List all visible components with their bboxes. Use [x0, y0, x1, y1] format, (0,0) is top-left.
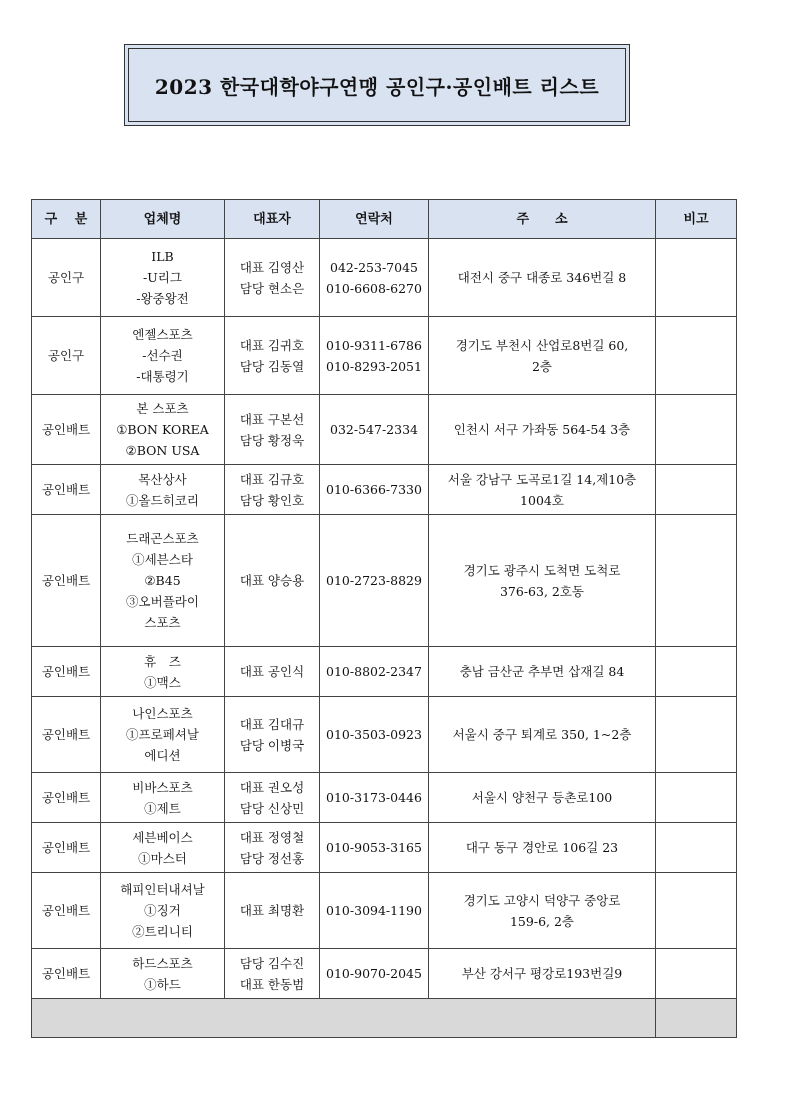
page-title: 2023 한국대학야구연맹 공인구·공인배트 리스트: [154, 74, 600, 99]
address-cell-line: 1004호: [520, 492, 564, 508]
representative-cell-line: 대표 최명환: [239, 903, 305, 918]
representative-cell-line: 대표 정영철: [239, 829, 305, 845]
note-cell: [656, 823, 737, 873]
representative-cell-line: 담당 황인호: [239, 492, 305, 508]
company-cell: [101, 515, 225, 647]
table-row: [32, 647, 737, 697]
address-cell-line: 376-63, 2호동: [499, 583, 585, 599]
note-cell: [656, 515, 737, 647]
address-cell: [429, 697, 656, 773]
address-cell: [429, 515, 656, 647]
address-cell-line: 부산 강서구 평강로193번길9: [461, 966, 623, 981]
contact-cell-line: 010-8293-2051: [326, 358, 422, 374]
address-cell: [429, 239, 656, 317]
footer-cell: [32, 999, 656, 1038]
table-row: [32, 949, 737, 999]
footer-note-cell: [656, 999, 737, 1038]
header-contact: 연락처: [320, 200, 429, 239]
address-cell: [429, 647, 656, 697]
representative-cell: [225, 773, 320, 823]
contact-cell-line: 010-6608-6270: [326, 280, 422, 296]
note-cell: [656, 239, 737, 317]
company-cell-line: 엔젤스포츠: [132, 327, 193, 342]
company-cell: [101, 697, 225, 773]
address-cell-line: 대구 동구 경안로 106길 23: [465, 840, 619, 855]
category-cell: 공인배트: [32, 395, 101, 465]
header-note: 비고: [656, 200, 737, 239]
representative-cell-line: 담당 신상민: [239, 800, 305, 816]
category-cell: 공인배트: [32, 647, 101, 697]
address-cell-line: 서울 강남구 도곡로1길 14,제10층: [447, 471, 637, 487]
contact-cell-line: 010-6366-7330: [326, 482, 422, 497]
company-cell-line: ①징거: [144, 903, 181, 918]
header-address: 주 소: [429, 200, 656, 239]
company-cell-line: 드래곤스포츠: [126, 531, 199, 546]
representative-cell: [225, 647, 320, 697]
contact-cell: [320, 465, 429, 515]
category-cell: 공인구: [32, 239, 101, 317]
representative-cell-line: 담당 김동열: [239, 358, 305, 374]
table-row: [32, 465, 737, 515]
category-cell: 공인배트: [32, 873, 101, 949]
company-cell-line: 목산상사: [138, 471, 187, 487]
company-cell-line: 휴 즈: [144, 653, 181, 669]
category-cell: 공인배트: [32, 773, 101, 823]
title-box: [124, 44, 630, 126]
company-cell-line: 하드스포츠: [132, 955, 193, 971]
company-cell: [101, 949, 225, 999]
company-cell-line: -왕중왕전: [136, 291, 189, 306]
address-cell-line: 경기도 광주시 도척면 도척로: [463, 562, 621, 578]
representative-cell-line: 대표 공인식: [239, 664, 305, 679]
contact-cell-line: 032-547-2334: [330, 422, 418, 437]
address-cell-line: 경기도 부천시 산업로8번길 60,: [455, 337, 629, 353]
category-cell: 공인배트: [32, 465, 101, 515]
company-cell: [101, 823, 225, 873]
representative-cell-line: 담당 현소은: [239, 280, 305, 296]
note-cell: [656, 949, 737, 999]
table-row: [32, 317, 737, 395]
representative-cell-line: 대표 구본선: [239, 411, 305, 427]
address-cell-line: 인천시 서구 가좌동 564-54 3층: [453, 422, 631, 437]
table-row: [32, 697, 737, 773]
representative-cell-line: 대표 권오성: [239, 779, 305, 795]
address-cell: [429, 949, 656, 999]
company-cell-line: 에디션: [144, 748, 181, 763]
table-row: [32, 873, 737, 949]
representative-cell-line: 대표 김귀호: [239, 337, 305, 353]
representative-cell: [225, 465, 320, 515]
official-list-table: [31, 199, 737, 1038]
company-cell-line: -선수권: [142, 348, 183, 363]
contact-cell-line: 010-8802-2347: [326, 664, 422, 679]
contact-cell: [320, 317, 429, 395]
company-cell-line: ①하드: [144, 976, 181, 992]
header-company: 업체명: [101, 200, 225, 239]
company-cell-line: ①마스터: [138, 850, 187, 866]
note-cell: [656, 465, 737, 515]
table-row: [32, 515, 737, 647]
note-cell: [656, 647, 737, 697]
address-cell-line: 경기도 고양시 덕양구 중앙로: [463, 892, 621, 908]
contact-cell-line: 010-3094-1190: [326, 903, 422, 918]
company-cell-line: -대통령기: [136, 369, 189, 384]
table-body: [32, 239, 737, 1038]
address-cell: [429, 395, 656, 465]
contact-cell: [320, 395, 429, 465]
table-row: [32, 239, 737, 317]
company-cell-line: ①프로페셔날: [126, 727, 199, 742]
company-cell: [101, 773, 225, 823]
contact-cell-line: 010-9053-3165: [326, 840, 422, 855]
representative-cell-line: 대표 김영산: [239, 259, 305, 275]
table-row: [32, 395, 737, 465]
representative-cell-line: 대표 김규호: [239, 471, 305, 487]
company-cell-line: ②트리니티: [132, 924, 193, 939]
company-cell-line: ①세븐스타: [132, 552, 193, 567]
note-cell: [656, 317, 737, 395]
contact-cell: [320, 823, 429, 873]
company-cell-line: ②BON USA: [125, 443, 200, 458]
company-cell: [101, 873, 225, 949]
representative-cell-line: 담당 김수진: [239, 955, 305, 971]
category-cell: 공인구: [32, 317, 101, 395]
representative-cell: [225, 515, 320, 647]
company-cell-line: 세븐베이스: [132, 829, 193, 845]
address-cell-line: 대전시 중구 대종로 346번길 8: [457, 270, 627, 285]
company-cell-line: ①제트: [144, 800, 181, 816]
representative-cell: [225, 697, 320, 773]
category-cell: 공인배트: [32, 823, 101, 873]
contact-cell: [320, 773, 429, 823]
company-cell: [101, 465, 225, 515]
company-cell-line: ILB: [151, 249, 174, 264]
representative-cell-line: 대표 양승용: [239, 573, 305, 588]
company-cell-line: 비바스포츠: [132, 779, 193, 795]
contact-cell-line: 010-3173-0446: [326, 790, 422, 805]
address-cell-line: 2층: [531, 358, 553, 374]
table-row: [32, 823, 737, 873]
representative-cell-line: 담당 정선홍: [239, 850, 305, 866]
address-cell: [429, 317, 656, 395]
address-cell: [429, 465, 656, 515]
representative-cell-line: 담당 이병국: [239, 737, 305, 753]
company-cell-line: 스포츠: [144, 615, 181, 630]
representative-cell: [225, 317, 320, 395]
representative-cell: [225, 949, 320, 999]
company-cell-line: ③오버플라이: [126, 594, 199, 609]
representative-cell: [225, 823, 320, 873]
representative-cell-line: 담당 황정욱: [239, 432, 305, 448]
header-representative: 대표자: [225, 200, 320, 239]
address-cell-line: 서울시 중구 퇴계로 350, 1~2층: [452, 727, 632, 742]
address-cell: [429, 823, 656, 873]
company-cell-line: -U리그: [143, 270, 182, 285]
contact-cell-line: 010-2723-8829: [326, 573, 422, 588]
contact-cell-line: 042-253-7045: [330, 259, 418, 275]
company-cell-line: ①맥스: [144, 674, 181, 690]
address-cell: [429, 873, 656, 949]
contact-cell: [320, 873, 429, 949]
contact-cell: [320, 239, 429, 317]
company-cell-line: ②B45: [144, 573, 181, 588]
category-cell: 공인배트: [32, 949, 101, 999]
contact-cell-line: 010-9070-2045: [326, 966, 422, 981]
company-cell-line: 나인스포츠: [132, 706, 193, 721]
table-row: [32, 773, 737, 823]
contact-cell-line: 010-9311-6786: [326, 337, 422, 353]
table-header-row: [32, 200, 737, 239]
company-cell: [101, 647, 225, 697]
contact-cell: [320, 647, 429, 697]
contact-cell-line: 010-3503-0923: [326, 727, 422, 742]
category-cell: 공인배트: [32, 697, 101, 773]
representative-cell-line: 대표 김대규: [239, 716, 305, 732]
note-cell: [656, 697, 737, 773]
representative-cell: [225, 873, 320, 949]
company-cell: [101, 239, 225, 317]
representative-cell: [225, 239, 320, 317]
company-cell-line: 본 스포츠: [136, 401, 189, 416]
contact-cell: [320, 949, 429, 999]
contact-cell: [320, 515, 429, 647]
company-cell: [101, 395, 225, 465]
address-cell: [429, 773, 656, 823]
address-cell-line: 159-6, 2층: [509, 913, 574, 929]
address-cell-line: 서울시 양천구 등촌로100: [471, 790, 613, 805]
company-cell-line: 해피인터내셔날: [120, 882, 205, 897]
category-cell: 공인배트: [32, 515, 101, 647]
contact-cell: [320, 697, 429, 773]
company-cell: [101, 317, 225, 395]
company-cell-line: ①올드히코리: [126, 492, 199, 508]
address-cell-line: 충남 금산군 추부면 삽재길 84: [459, 664, 625, 679]
note-cell: [656, 395, 737, 465]
representative-cell: [225, 395, 320, 465]
note-cell: [656, 773, 737, 823]
note-cell: [656, 873, 737, 949]
header-category: 구 분: [32, 200, 101, 239]
table-footer-row: [32, 999, 737, 1038]
representative-cell-line: 대표 한동범: [239, 976, 305, 992]
company-cell-line: ①BON KOREA: [116, 422, 209, 437]
